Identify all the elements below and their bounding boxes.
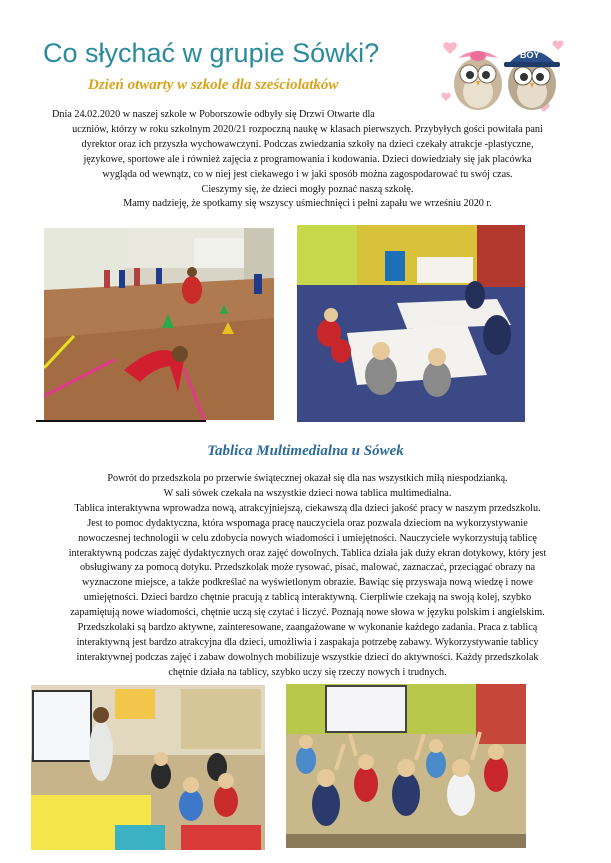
text-line: Tablica interaktywna wprowadza nową, atrakcyjniejszą, ciekawszą dla dzieci jakość pracy w naszym przedszkolu.: [74, 502, 541, 514]
text-line: Dnia 24.02.2020 w naszej szkole w Poborszowie odbyły się Drzwi Otwarte dla: [52, 109, 375, 120]
page-title: Co słychać w grupie Sówki?: [43, 38, 380, 68]
owls-illustration: [440, 34, 570, 116]
divider-line: [36, 420, 206, 422]
text-line: obsługiwany za pomocą dotyku. Przedszkolak może rysować, pisać, malować, zaznaczać, przeciągać obrazy na: [79, 562, 536, 574]
text-line: uczniów, którzy w roku szkolnym 2020/21 rozpoczną naukę w klasach pierwszych. Przybyłych gości powitała pani: [72, 123, 543, 135]
text-line: Cieszymy się, że dzieci mogły poznać naszą szkołę.: [201, 183, 414, 195]
photo-classroom-floor: [297, 225, 525, 422]
text-line: zapamiętują nowe wiadomości, chętnie uczą się czytać i liczyć. Poznają nowe słowa w języku polskim i angielskim.: [70, 607, 545, 619]
text-line: językowe, sportowe ale i również zajęcia z programowania i kodowania. Dzieci dowiedziały się jak placówka: [83, 153, 532, 165]
subtitle: Dzień otwarty w szkole dla sześciolatków: [88, 77, 339, 93]
text-line: chętnie działa na tablicy, szybko uczy się rzeczy nowych i trudnych.: [168, 666, 447, 678]
text-line: wygląda od wewnątz, co w niej jest ciekawego i w jaki sposób można zagospodarować tu swój czas.: [102, 168, 513, 180]
text-line: Przedszkolaki są bardzo aktywne, zainteresowane, zaangażowane w wykonanie każdego zadania. Praca z tablicą: [77, 622, 538, 634]
text-line: Mamy nadzieję, że spotkamy się wszyscy uśmiechnięci i pełni zapału we wrześniu 2020 r.: [123, 198, 492, 210]
section1-paragraph: [40, 108, 575, 212]
text-line: nowoczesnej technologii w celu zdobycia nowych wiadomości i umiejętności. Nauczyciele wykorzystują tablicę: [78, 532, 537, 544]
owl-girl-icon: [454, 51, 502, 110]
photo-whiteboard-class: [31, 685, 265, 850]
photo-kids-raising-hands: [286, 684, 526, 848]
photo-gym: [44, 228, 274, 420]
text-line: W sali sówek czekała na wszystkie dzieci nowa tablica multimedialna.: [163, 487, 452, 499]
text-line: wyznaczone miejsce, a także podkreślać na wyświetlonym obrazie. Bawiąc się przyswaja nową wiedzę i nowe: [82, 577, 533, 589]
section-title: Tablica Multimedialna u Sówek: [207, 443, 404, 459]
text-line: interaktywną podczas zajęć dydaktycznych oraz zajęć dowolnych. Tablica działa jak duży ekran dotykowy, który jest: [68, 547, 547, 559]
text-line: umiejętności. Dzieci bardzo chętnie pracują z tablicą interaktywną. Cierpliwie czekają na swoją kolej, szybko: [83, 592, 532, 604]
owls-label: BOY: [520, 50, 540, 60]
text-line: dyrektor oraz ich przyszła wychowawczyni. Podczas zwiedzania szkoły na dzieci czekały atrakcje -plastyczne,: [81, 138, 534, 150]
text-line: interaktywnej podczas zajęć i zabaw dowolnych mobilizuje wszystkie dzieci do aktywności. Każdy przedszkolak: [76, 651, 539, 663]
text-line: interaktywną jest bardzo atrakcyjna dla dzieci, umożliwia i zaspakaja potrzebę zabawy. Wykorzystywanie tablicy: [76, 636, 539, 648]
text-line: Powrót do przedszkola po przerwie świątecznej okazał się dla nas wszystkich miłą niespodzianką.: [107, 473, 508, 484]
section2-paragraph: [40, 472, 575, 681]
text-line: Jest to pomoc dydaktyczna, która wspomaga pracę nauczyciela oraz pozwala dzieciom na wykorzystywanie: [87, 517, 528, 529]
